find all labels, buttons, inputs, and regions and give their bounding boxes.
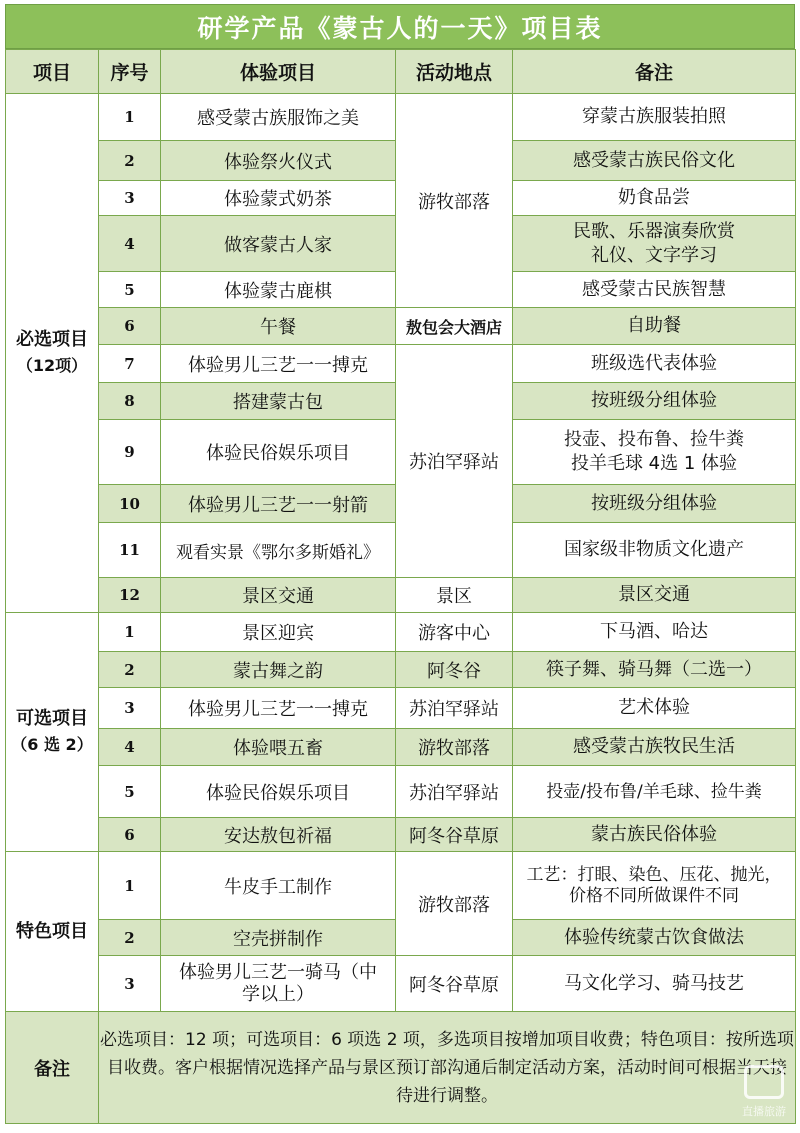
- header-location: 活动地点: [396, 50, 513, 94]
- row-number: 5: [99, 766, 161, 818]
- row-number: 4: [99, 729, 161, 766]
- table-row: [6, 766, 796, 818]
- note-cell: 体验传统蒙古饮食做法: [513, 920, 796, 956]
- location-cell: 敖包会大酒店: [396, 308, 513, 345]
- item-cell: 空壳拼制作: [161, 920, 396, 956]
- table-row: [6, 94, 796, 141]
- item-cell: 感受蒙古族服饰之美: [161, 94, 396, 141]
- item-cell: 体验男儿三艺一一射箭: [161, 485, 396, 523]
- row-number: 1: [99, 94, 161, 141]
- note-cell: [513, 420, 796, 485]
- location-cell: 游牧部落: [396, 94, 513, 308]
- location-cell: 苏泊罕驿站: [396, 688, 513, 729]
- note-cell: 艺术体验: [513, 688, 796, 729]
- section-sub: （6 选 2）: [11, 735, 93, 754]
- row-number: 2: [99, 652, 161, 688]
- row-number: 2: [99, 141, 161, 181]
- row-number: 5: [99, 272, 161, 308]
- row-number: 1: [99, 852, 161, 920]
- location-cell: 景区: [396, 578, 513, 613]
- note-cell: 蒙古族民俗体验: [513, 818, 796, 852]
- header-row: [6, 50, 796, 94]
- table-row: [6, 688, 796, 729]
- item-cell: 搭建蒙古包: [161, 383, 396, 420]
- table-row: [6, 613, 796, 652]
- note-cell: 感受蒙古族牧民生活: [513, 729, 796, 766]
- note-cell: 景区交通: [513, 578, 796, 613]
- table-row: [6, 308, 796, 345]
- item-cell: 体验蒙古鹿棋: [161, 272, 396, 308]
- item-cell: 体验喂五畜: [161, 729, 396, 766]
- row-number: 2: [99, 920, 161, 956]
- item-cell: 做客蒙古人家: [161, 216, 396, 272]
- item-cell: 午餐: [161, 308, 396, 345]
- row-number: 11: [99, 523, 161, 578]
- row-number: 9: [99, 420, 161, 485]
- header-number: 序号: [99, 50, 161, 94]
- item-cell: 牛皮手工制作: [161, 852, 396, 920]
- note-cell: 按班级分组体验: [513, 383, 796, 420]
- row-number: 6: [99, 308, 161, 345]
- note-line: 工艺：打眼、染色、压花、抛光，: [526, 864, 782, 885]
- table-row: [6, 652, 796, 688]
- note-line: 民歌、乐器演奏欣赏: [573, 220, 735, 242]
- location-cell: 游牧部落: [396, 852, 513, 956]
- note-line: 价格不同所做课件不同: [569, 885, 739, 906]
- item-cell: 体验男儿三艺一一搏克: [161, 688, 396, 729]
- note-cell: 筷子舞、骑马舞（二选一）: [513, 652, 796, 688]
- note-cell: [513, 852, 796, 920]
- item-cell: 体验民俗娱乐项目: [161, 766, 396, 818]
- row-number: 3: [99, 956, 161, 1012]
- item-cell: 景区迎宾: [161, 613, 396, 652]
- row-number: 12: [99, 578, 161, 613]
- note-line: 投羊毛球 4选 1 体验: [570, 453, 738, 474]
- location-cell: 苏泊罕驿站: [396, 345, 513, 578]
- row-number: 8: [99, 383, 161, 420]
- item-cell: 景区交通: [161, 578, 396, 613]
- note-cell: 奶食品尝: [513, 181, 796, 216]
- table-row: [6, 852, 796, 920]
- logo-icon: [744, 1065, 784, 1099]
- note-cell: 感受蒙古民族智慧: [513, 272, 796, 308]
- row-number: 10: [99, 485, 161, 523]
- note-cell: 感受蒙古族民俗文化: [513, 141, 796, 181]
- note-line: 投壶、投布鲁、捡牛粪: [564, 429, 744, 450]
- section-special: [6, 852, 99, 1012]
- note-cell: 投壶/投布鲁/羊毛球、捡牛粪: [513, 766, 796, 818]
- note-cell: 下马酒、哈达: [513, 613, 796, 652]
- row-number: 1: [99, 613, 161, 652]
- row-number: 3: [99, 181, 161, 216]
- item-cell: 体验男儿三艺一一搏克: [161, 345, 396, 383]
- item-line: 体验男儿三艺一骑马（中: [179, 961, 377, 983]
- note-cell: 班级选代表体验: [513, 345, 796, 383]
- item-cell: 体验蒙式奶茶: [161, 181, 396, 216]
- row-number: 4: [99, 216, 161, 272]
- item-cell: 蒙古舞之韵: [161, 652, 396, 688]
- header-item: 体验项目: [161, 50, 396, 94]
- table-row: [6, 818, 796, 852]
- section-label: 特色项目: [16, 920, 88, 942]
- project-table: [5, 49, 796, 1124]
- page-title: 研学产品《蒙古人的一天》项目表: [5, 4, 795, 49]
- footer-text: 必选项目：12 项；可选项目：6 项选 2 项，多选项目按增加项目收费；特色项目：按所选项目收费。客户根据情况选择产品与景区预订部沟通后制定活动方案，活动时间可根据当天接待进行调整。: [99, 1012, 796, 1124]
- location-cell: 游客中心: [396, 613, 513, 652]
- section-label: 可选项目: [16, 708, 88, 729]
- row-number: 7: [99, 345, 161, 383]
- footer-label: 备注: [6, 1012, 99, 1124]
- item-cell: 观看实景《鄂尔多斯婚礼》: [161, 523, 396, 578]
- header-category: 项目: [6, 50, 99, 94]
- item-line: 学以上）: [242, 983, 314, 1005]
- table-row: [6, 578, 796, 613]
- location-cell: 阿冬谷草原: [396, 956, 513, 1012]
- item-cell: 安达敖包祈福: [161, 818, 396, 852]
- note-cell: 马文化学习、骑马技艺: [513, 956, 796, 1012]
- section-label: 必选项目: [16, 329, 88, 350]
- table-row: [6, 345, 796, 383]
- watermark-text: 直播旅游: [742, 1105, 786, 1118]
- location-cell: 阿冬谷草原: [396, 818, 513, 852]
- location-cell: 游牧部落: [396, 729, 513, 766]
- note-cell: 自助餐: [513, 308, 796, 345]
- note-cell: [513, 216, 796, 272]
- note-cell: 按班级分组体验: [513, 485, 796, 523]
- section-sub: （12项）: [16, 356, 88, 375]
- item-cell: 体验民俗娱乐项目: [161, 420, 396, 485]
- row-number: 3: [99, 688, 161, 729]
- footer-row: [6, 1012, 796, 1124]
- location-cell: 苏泊罕驿站: [396, 766, 513, 818]
- item-cell: 体验祭火仪式: [161, 141, 396, 181]
- section-optional: [6, 613, 99, 852]
- header-note: 备注: [513, 50, 796, 94]
- note-line: 礼仪、文字学习: [591, 244, 717, 266]
- watermark: [735, 1065, 793, 1127]
- row-number: 6: [99, 818, 161, 852]
- table-row: [6, 729, 796, 766]
- location-cell: 阿冬谷: [396, 652, 513, 688]
- item-cell: [161, 956, 396, 1012]
- table-row: [6, 956, 796, 1012]
- section-required: [6, 94, 99, 613]
- note-cell: 国家级非物质文化遗产: [513, 523, 796, 578]
- note-cell: 穿蒙古族服装拍照: [513, 94, 796, 141]
